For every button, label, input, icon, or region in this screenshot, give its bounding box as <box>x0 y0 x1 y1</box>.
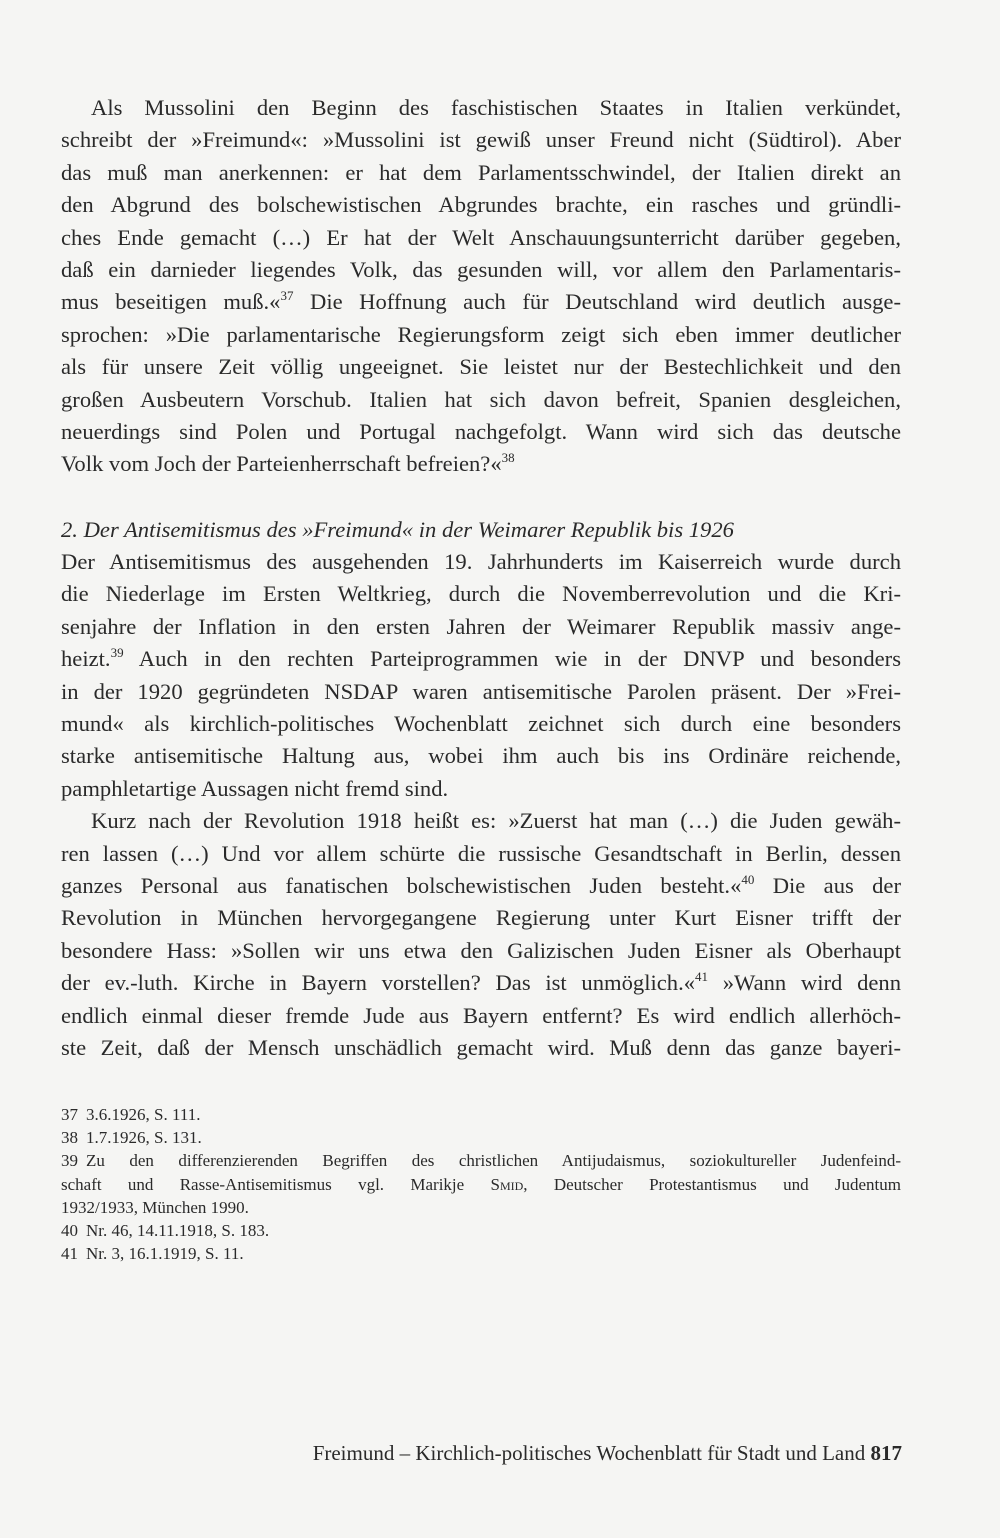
paragraph <box>61 805 901 1064</box>
footnote-ref-39: 39 <box>110 645 124 661</box>
footnote-text: Nr. 46, 14.11.1918, S. 183. <box>86 1220 270 1240</box>
footnote-text: Nr. 3, 16.1.1919, S. 11. <box>86 1244 244 1264</box>
text-line <box>61 448 901 480</box>
text-segment: Auch in den rechten Parteiprogrammen wie in der DNVP und besonders <box>123 646 901 672</box>
text-line: sprochen: »Die parlamentarische Regierungsform zeigt sich eben immer deutlicher <box>61 321 901 347</box>
text-line: endlich einmal dieser fremde Jude aus Bayern entfernt? Es wird endlich allerhöch- <box>61 1002 901 1028</box>
footnote-40 <box>61 1219 901 1242</box>
text-segment: der ev.-luth. Kirche in Bayern vorstellen? Das ist unmöglich.« <box>61 970 696 996</box>
footnote-number: 41 <box>61 1244 78 1264</box>
footnote-line <box>61 1173 901 1196</box>
footnote-line: 1932/1933, München 1990. <box>61 1197 249 1217</box>
text-line: als für unsere Zeit völlig ungeeignet. Sie leistet nur der Bestechlichkeit und den <box>61 354 901 380</box>
footnote-line <box>61 1149 901 1172</box>
footnote-37 <box>61 1103 901 1126</box>
text-line: daß ein darnieder liegendes Volk, das gesunden will, vor allem den Parlamentaris- <box>61 256 901 282</box>
footnote-ref-41: 41 <box>695 969 709 985</box>
text-line: besondere Hass: »Sollen wir uns etwa den Galizischen Juden Eisner als Oberhaupt <box>61 937 901 963</box>
text-line: Revolution in München hervorgegangene Regierung unter Kurt Eisner trifft der <box>61 905 901 931</box>
paragraph <box>61 546 901 805</box>
text-line <box>61 286 901 318</box>
text-line: Der Antisemitismus des ausgehenden 19. Jahrhunderts im Kaiserreich wurde durch <box>61 549 901 575</box>
footnote-41 <box>61 1242 901 1265</box>
footnote-text: 1.7.1926, S. 131. <box>86 1128 202 1148</box>
text-segment: »Wann wird denn <box>708 970 901 996</box>
main-text <box>61 92 901 1064</box>
text-line: den Abgrund des bolschewistischen Abgrundes brachte, ein rasches und gründli- <box>61 192 901 218</box>
footnote-text: , Deutscher Protestantismus und Judentum <box>523 1174 901 1194</box>
text-line: schreibt der »Freimund«: »Mussolini ist gewiß unser Freund nicht (Südtirol). Aber <box>61 127 901 153</box>
running-footer <box>300 1439 902 1467</box>
text-segment: heizt. <box>61 646 111 672</box>
section-heading: 2. Der Antisemitismus des »Freimund« in der Weimarer Republik bis 1926 <box>61 516 734 542</box>
text-line: mund« als kirchlich-politisches Wochenblatt zeichnet sich durch eine besonders <box>61 711 901 737</box>
footnote-ref-38: 38 <box>501 450 515 466</box>
footnote-text: Zu den differenzierenden Begriffen des christlichen Antijudaismus, soziokultureller Judenfeind- <box>86 1151 901 1171</box>
text-line: großen Ausbeutern Vorschub. Italien hat sich davon befreit, Spanien desgleichen, <box>61 386 901 412</box>
text-line: senjahre der Inflation in den ersten Jahren der Weimarer Republik massiv ange- <box>61 613 901 639</box>
footnote-number: 40 <box>61 1220 78 1240</box>
text-line: das muß man anerkennen: er hat dem Parlamentsschwindel, der Italien direkt an <box>61 159 901 185</box>
text-line <box>61 967 901 999</box>
text-line: pamphletartige Aussagen nicht fremd sind. <box>61 775 449 801</box>
text-line <box>61 643 901 675</box>
running-title: Freimund – Kirchlich-politisches Wochenblatt für Stadt und Land <box>312 1441 866 1465</box>
footnotes <box>61 1103 901 1265</box>
footnote-number: 39 <box>61 1151 78 1171</box>
text-line: starke antisemitische Haltung aus, wobei ihm auch bis ins Ordinäre reichende, <box>61 743 901 769</box>
text-segment: Volk vom Joch der Parteienherrschaft befreien?« <box>61 451 502 477</box>
text-segment: Die aus der <box>754 872 901 898</box>
footnote-text: schaft und Rasse-Antisemitismus vgl. Marikje <box>61 1174 491 1194</box>
text-line: in der 1920 gegründeten NSDAP waren antisemitische Parolen präsent. Der »Frei- <box>61 678 901 704</box>
footnote-number: 37 <box>61 1105 78 1124</box>
footnote-ref-40: 40 <box>741 871 755 887</box>
text-segment: mus beseitigen muß.« <box>61 289 281 315</box>
text-line: ste Zeit, daß der Mensch unschädlich gemacht wird. Muß denn das ganze bayeri- <box>61 1034 901 1060</box>
footnote-number: 38 <box>61 1128 78 1148</box>
text-segment: Die Hoffnung auch für Deutschland wird deutlich ausge- <box>293 289 901 315</box>
footnote-ref-37: 37 <box>280 288 294 304</box>
text-line: Als Mussolini den Beginn des faschistischen Staates in Italien verkündet, <box>91 95 901 120</box>
text-line: Kurz nach der Revolution 1918 heißt es: »Zuerst hat man (…) die Juden gewäh- <box>91 808 901 834</box>
footnote-author: Smid <box>490 1174 524 1194</box>
text-segment: ganzes Personal aus fanatischen bolschewistischen Juden besteht.« <box>61 872 742 898</box>
text-line: die Niederlage im Ersten Weltkrieg, durch die Novemberrevolution und die Kri- <box>61 581 901 607</box>
text-line: ches Ende gemacht (…) Er hat der Welt Anschauungsunterricht darüber gegeben, <box>61 224 901 250</box>
text-line <box>61 870 901 902</box>
footnote-38 <box>61 1126 901 1149</box>
footnote-text: 3.6.1926, S. 111. <box>86 1105 201 1124</box>
footnote-39 <box>61 1149 901 1219</box>
page-number: 817 <box>870 1441 902 1465</box>
text-line: ren lassen (…) Und vor allem schürte die russische Gesandtschaft in Berlin, dessen <box>61 840 901 866</box>
paragraph <box>61 92 901 481</box>
text-line: neuerdings sind Polen und Portugal nachgefolgt. Wann wird sich das deutsche <box>61 418 901 444</box>
